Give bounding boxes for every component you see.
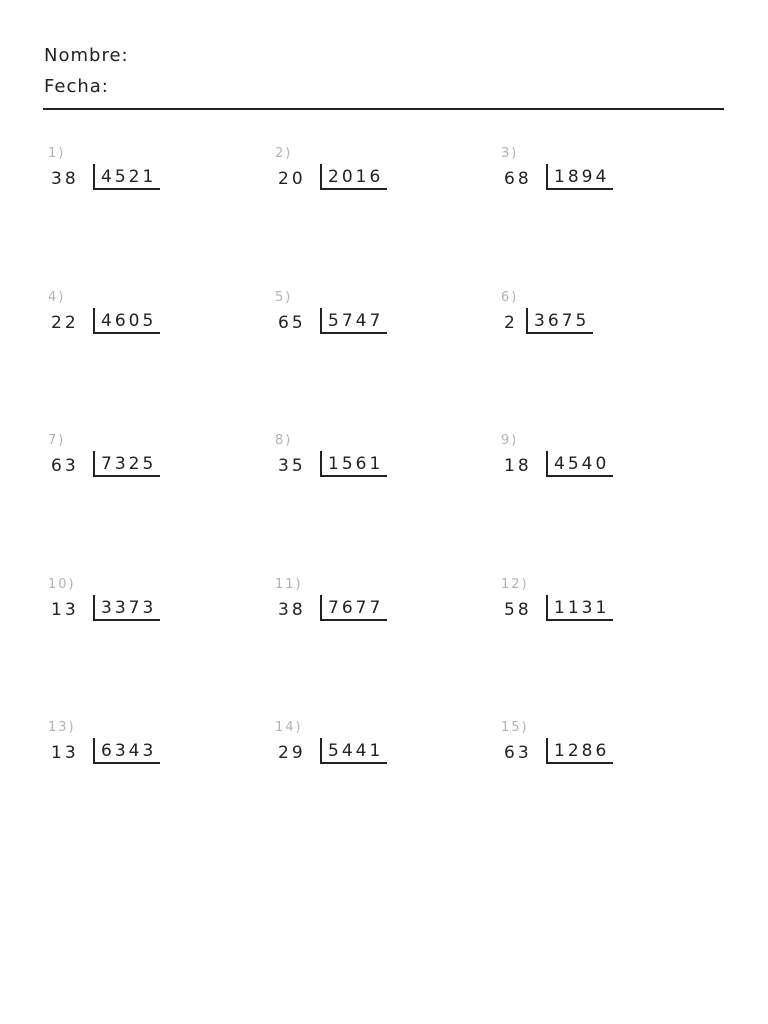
division-bracket	[320, 595, 387, 621]
dividend: 4521	[101, 167, 157, 187]
division-bracket	[93, 451, 160, 477]
divisor: 63	[504, 743, 532, 763]
division-problem	[45, 720, 245, 790]
nombre-label: Nombre:	[44, 45, 129, 66]
division-problem	[272, 146, 472, 216]
problem-number: 15)	[501, 720, 529, 735]
division-problem	[498, 433, 698, 503]
division-bracket	[93, 164, 160, 190]
divisor: 38	[278, 600, 306, 620]
division-bracket	[93, 738, 160, 764]
dividend: 3373	[101, 598, 157, 618]
problem-number: 12)	[501, 577, 529, 592]
divisor: 20	[278, 169, 306, 189]
divisor: 63	[51, 456, 79, 476]
division-problem	[45, 146, 245, 216]
division-problem	[272, 290, 472, 360]
dividend: 4540	[554, 454, 610, 474]
dividend: 7677	[328, 598, 384, 618]
division-problem	[45, 433, 245, 503]
problem-number: 13)	[48, 720, 76, 735]
problem-number: 7)	[48, 433, 66, 448]
division-problem	[498, 720, 698, 790]
division-problem	[272, 433, 472, 503]
division-bracket	[546, 451, 613, 477]
dividend: 1561	[328, 454, 384, 474]
dividend: 4605	[101, 311, 157, 331]
dividend: 7325	[101, 454, 157, 474]
dividend: 1894	[554, 167, 610, 187]
divisor: 58	[504, 600, 532, 620]
problem-number: 10)	[48, 577, 76, 592]
division-problem	[272, 720, 472, 790]
division-bracket	[526, 308, 593, 334]
problem-number: 11)	[275, 577, 303, 592]
divisor: 68	[504, 169, 532, 189]
dividend: 2016	[328, 167, 384, 187]
divisor: 29	[278, 743, 306, 763]
dividend: 1286	[554, 741, 610, 761]
division-bracket	[320, 164, 387, 190]
division-problem	[498, 577, 698, 647]
division-bracket	[320, 451, 387, 477]
divisor: 18	[504, 456, 532, 476]
dividend: 3675	[534, 311, 590, 331]
division-bracket	[546, 738, 613, 764]
problem-number: 6)	[501, 290, 519, 305]
problem-number: 2)	[275, 146, 293, 161]
division-bracket	[93, 308, 160, 334]
problem-number: 3)	[501, 146, 519, 161]
divisor: 13	[51, 600, 79, 620]
dividend: 5747	[328, 311, 384, 331]
division-problem	[498, 290, 698, 360]
problem-number: 5)	[275, 290, 293, 305]
division-problem	[45, 290, 245, 360]
problem-number: 4)	[48, 290, 66, 305]
problem-number: 1)	[48, 146, 66, 161]
divisor: 38	[51, 169, 79, 189]
division-bracket	[93, 595, 160, 621]
dividend: 6343	[101, 741, 157, 761]
divisor: 65	[278, 313, 306, 333]
dividend: 5441	[328, 741, 384, 761]
problem-number: 8)	[275, 433, 293, 448]
dividend: 1131	[554, 598, 610, 618]
division-bracket	[320, 738, 387, 764]
problem-number: 14)	[275, 720, 303, 735]
divisor: 22	[51, 313, 79, 333]
fecha-label: Fecha:	[44, 76, 109, 97]
divisor: 35	[278, 456, 306, 476]
division-bracket	[320, 308, 387, 334]
division-bracket	[546, 595, 613, 621]
divisor: 13	[51, 743, 79, 763]
division-bracket	[546, 164, 613, 190]
division-problem	[498, 146, 698, 216]
division-problem	[272, 577, 472, 647]
problem-number: 9)	[501, 433, 519, 448]
divisor: 2	[504, 313, 518, 333]
division-problem	[45, 577, 245, 647]
